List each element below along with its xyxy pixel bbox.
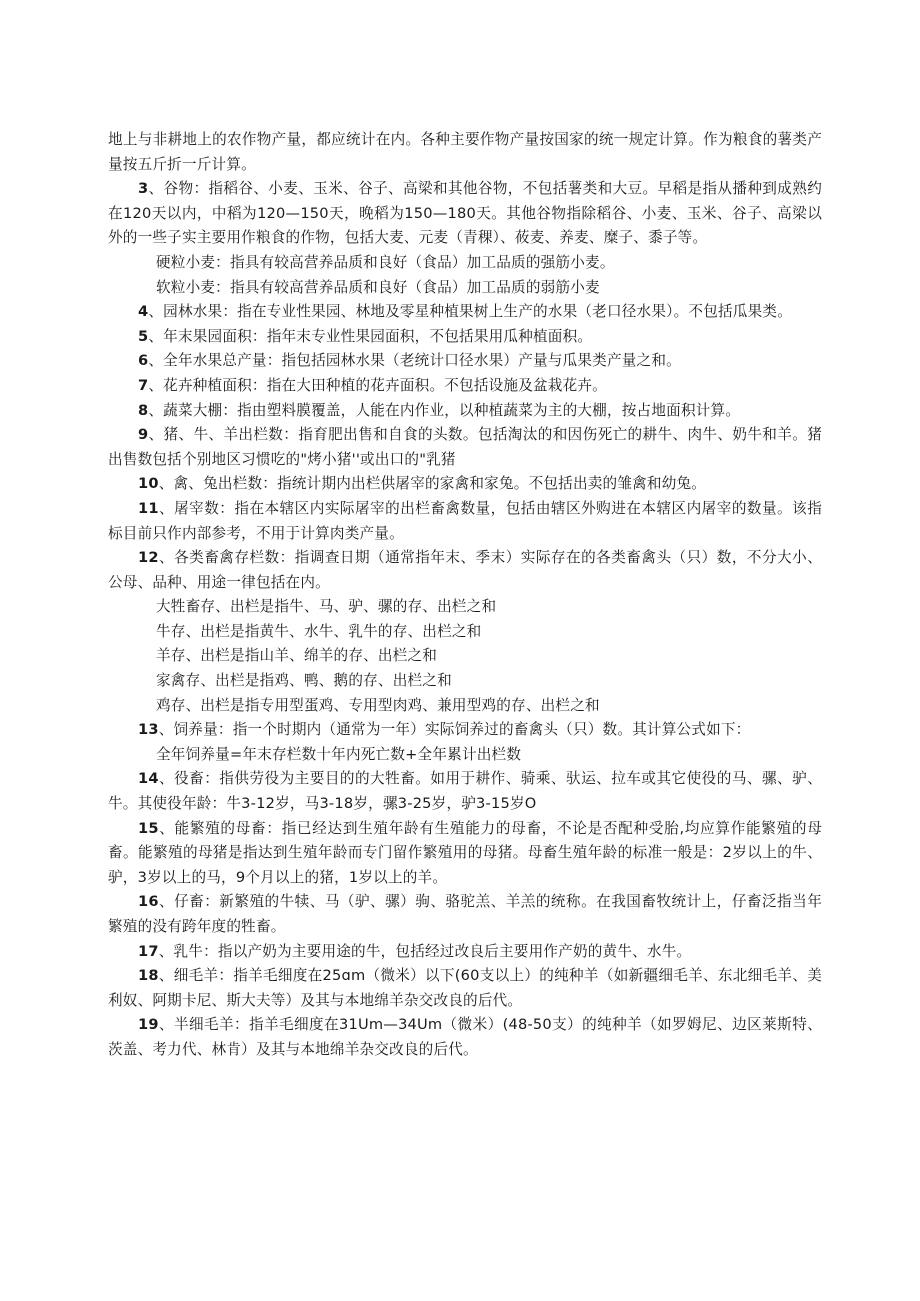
paragraph-text: 全年饲养量=年末存栏数十年内死亡数+全年累计出栏数 (156, 745, 522, 763)
item-number: 19 (138, 1016, 159, 1034)
item-number: 5 (138, 327, 149, 345)
paragraph (108, 964, 822, 1013)
paragraph (108, 128, 822, 177)
paragraph (108, 423, 822, 472)
paragraph-text: 、全年水果总产量：指包括园林水果（老统计口径水果）产量与瓜果类产量之和。 (148, 352, 681, 370)
paragraph (108, 177, 822, 251)
paragraph (108, 399, 822, 424)
paragraph (108, 349, 822, 374)
paragraph-text: 、仔畜：新繁殖的牛犊、马（驴、骡）驹、骆驼羔、羊羔的统称。在我国畜牧统计上，仔畜泛指当年繁殖的没有跨年度的牲畜。 (108, 893, 822, 935)
paragraph (108, 743, 822, 768)
paragraph-text: 、半细毛羊：指羊毛细度在31Um—34Um（微米）(48-50支）的纯种羊（如罗姆尼、边区莱斯特、茨盖、考力代、林肯）及其与本地绵羊杂交改良的后代。 (108, 1016, 822, 1058)
paragraph (108, 251, 822, 276)
paragraph (108, 276, 822, 301)
paragraph (108, 940, 822, 965)
item-number: 7 (138, 376, 149, 394)
paragraph (108, 472, 822, 497)
paragraph-text: 、花卉种植面积：指在大田种植的花卉面积。不包括设施及盆栽花卉。 (148, 376, 607, 394)
paragraph-text: 、园林水果：指在专业性果园、林地及零星种植果树上生产的水果（老口径水果）。不包括瓜果类。 (148, 303, 792, 321)
paragraph-text: 家禽存、出栏是指鸡、鸭、鹅的存、出栏之和 (156, 672, 452, 690)
item-number: 10 (138, 475, 159, 493)
paragraph (108, 1013, 822, 1062)
paragraph-text: 大牲畜存、出栏是指牛、马、驴、骡的存、出栏之和 (156, 598, 497, 616)
document-body (108, 128, 822, 1063)
paragraph (108, 817, 822, 891)
paragraph (108, 374, 822, 399)
paragraph (108, 694, 822, 719)
item-number: 12 (138, 549, 159, 567)
paragraph (108, 546, 822, 595)
paragraph-text: 、乳牛：指以产奶为主要用途的牛，包括经过改良后主要用作产奶的黄牛、水牛。 (158, 942, 692, 960)
item-number: 6 (138, 352, 149, 370)
item-number: 11 (138, 499, 159, 517)
paragraph-text: 软粒小麦：指具有较高营养品质和良好（食品）加工品质的弱筋小麦 (156, 278, 600, 296)
item-number: 17 (138, 942, 159, 960)
paragraph (108, 497, 822, 546)
paragraph-text: 、年末果园面积：指年末专业性果园面积，不包括果用瓜种植面积。 (148, 327, 593, 345)
paragraph-text: 鸡存、出栏是指专用型蛋鸡、专用型肉鸡、兼用型鸡的存、出栏之和 (156, 696, 600, 714)
item-number: 8 (138, 401, 149, 419)
item-number: 18 (138, 967, 159, 985)
paragraph-text: 硬粒小麦：指具有较高营养品质和良好（食品）加工品质的强筋小麦。 (156, 253, 615, 271)
paragraph-text: 、饲养量：指一个时期内（通常为一年）实际饲养过的畜禽头（只）数。其计算公式如下： (158, 721, 751, 739)
paragraph-text: 、各类畜禽存栏数：指调查日期（通常指年末、季末）实际存在的各类畜禽头（只）数，不分大小、公母、品种、用途一律包括在内。 (108, 549, 822, 591)
paragraph (108, 620, 822, 645)
paragraph (108, 595, 822, 620)
paragraph (108, 669, 822, 694)
document-page (108, 128, 822, 1063)
paragraph-text: 羊存、出栏是指山羊、绵羊的存、出栏之和 (156, 647, 438, 665)
paragraph-text: 、屠宰数：指在本辖区内实际屠宰的出栏畜禽数量，包括由辖区外购进在本辖区内屠宰的数量。该指标目前只作内部参考，不用于计算肉类产量。 (108, 499, 822, 542)
paragraph (108, 718, 822, 743)
paragraph (108, 325, 822, 350)
item-number: 13 (138, 721, 159, 739)
paragraph-text: 、谷物：指稻谷、小麦、玉米、谷子、高梁和其他谷物，不包括薯类和大豆。早稻是指从播种到成熟约在120天以内，中稻为120—150天，晚稻为150—180天。其他谷物指除稻谷、小麦、玉米、谷子、高梁以外的一些子实主要用作粮食的作物，包括大麦、元麦（青稞）、莜麦、养麦、糜子、黍子等。 (108, 180, 822, 247)
item-number: 16 (138, 893, 159, 911)
paragraph-text: 、蔬菜大棚：指由塑料膜覆盖，人能在内作业，以种植蔬菜为主的大棚，按占地面积计算。 (148, 401, 741, 419)
paragraph-text: 地上与非耕地上的农作物产量，都应统计在内。各种主要作物产量按国家的统一规定计算。作为粮食的薯类产量按五斤折一斤计算。 (108, 131, 822, 173)
item-number: 14 (138, 770, 159, 788)
item-number: 3 (138, 180, 149, 198)
paragraph-text: 、猪、牛、羊出栏数：指育肥出售和自食的头数。包括淘汰的和因伤死亡的耕牛、肉牛、奶牛和羊。猪出售数包括个别地区习惯吃的"烤小猪''或出口的"乳猪 (108, 426, 822, 468)
paragraph (108, 890, 822, 939)
paragraph (108, 300, 822, 325)
paragraph (108, 767, 822, 816)
paragraph-text: 、细毛羊：指羊毛细度在25ɑm（微米）以下(60支以上）的纯种羊（如新疆细毛羊、东北细毛羊、美利奴、阿期卡尼、斯大夫等）及其与本地绵羊杂交改良的后代。 (108, 967, 822, 1009)
item-number: 15 (138, 819, 159, 837)
paragraph (108, 644, 822, 669)
item-number: 9 (138, 426, 149, 444)
item-number: 4 (138, 303, 149, 321)
paragraph-text: 、能繁殖的母畜：指已经达到生殖年龄有生殖能力的母畜，不论是否配种受胎,均应算作能繁殖的母畜。能繁殖的母猪是指达到生殖年龄而专门留作繁殖用的母猪。母畜生殖年龄的标准一般是：2岁以上的牛、驴，3岁以上的马，9个月以上的猪，1岁以上的羊。 (108, 819, 822, 886)
paragraph-text: 牛存、出栏是指黄牛、水牛、乳牛的存、出栏之和 (156, 622, 482, 640)
paragraph-text: 、禽、兔出栏数：指统计期内出栏供屠宰的家禽和家兔。不包括出卖的雏禽和幼兔。 (158, 475, 707, 493)
paragraph-text: 、役畜：指供劳役为主要目的的大牲畜。如用于耕作、骑乘、驮运、拉车或其它使役的马、骡、驴、牛。其使役年龄：牛3-12岁，马3-18岁，骡3-25岁，驴3-15岁O (108, 770, 822, 813)
